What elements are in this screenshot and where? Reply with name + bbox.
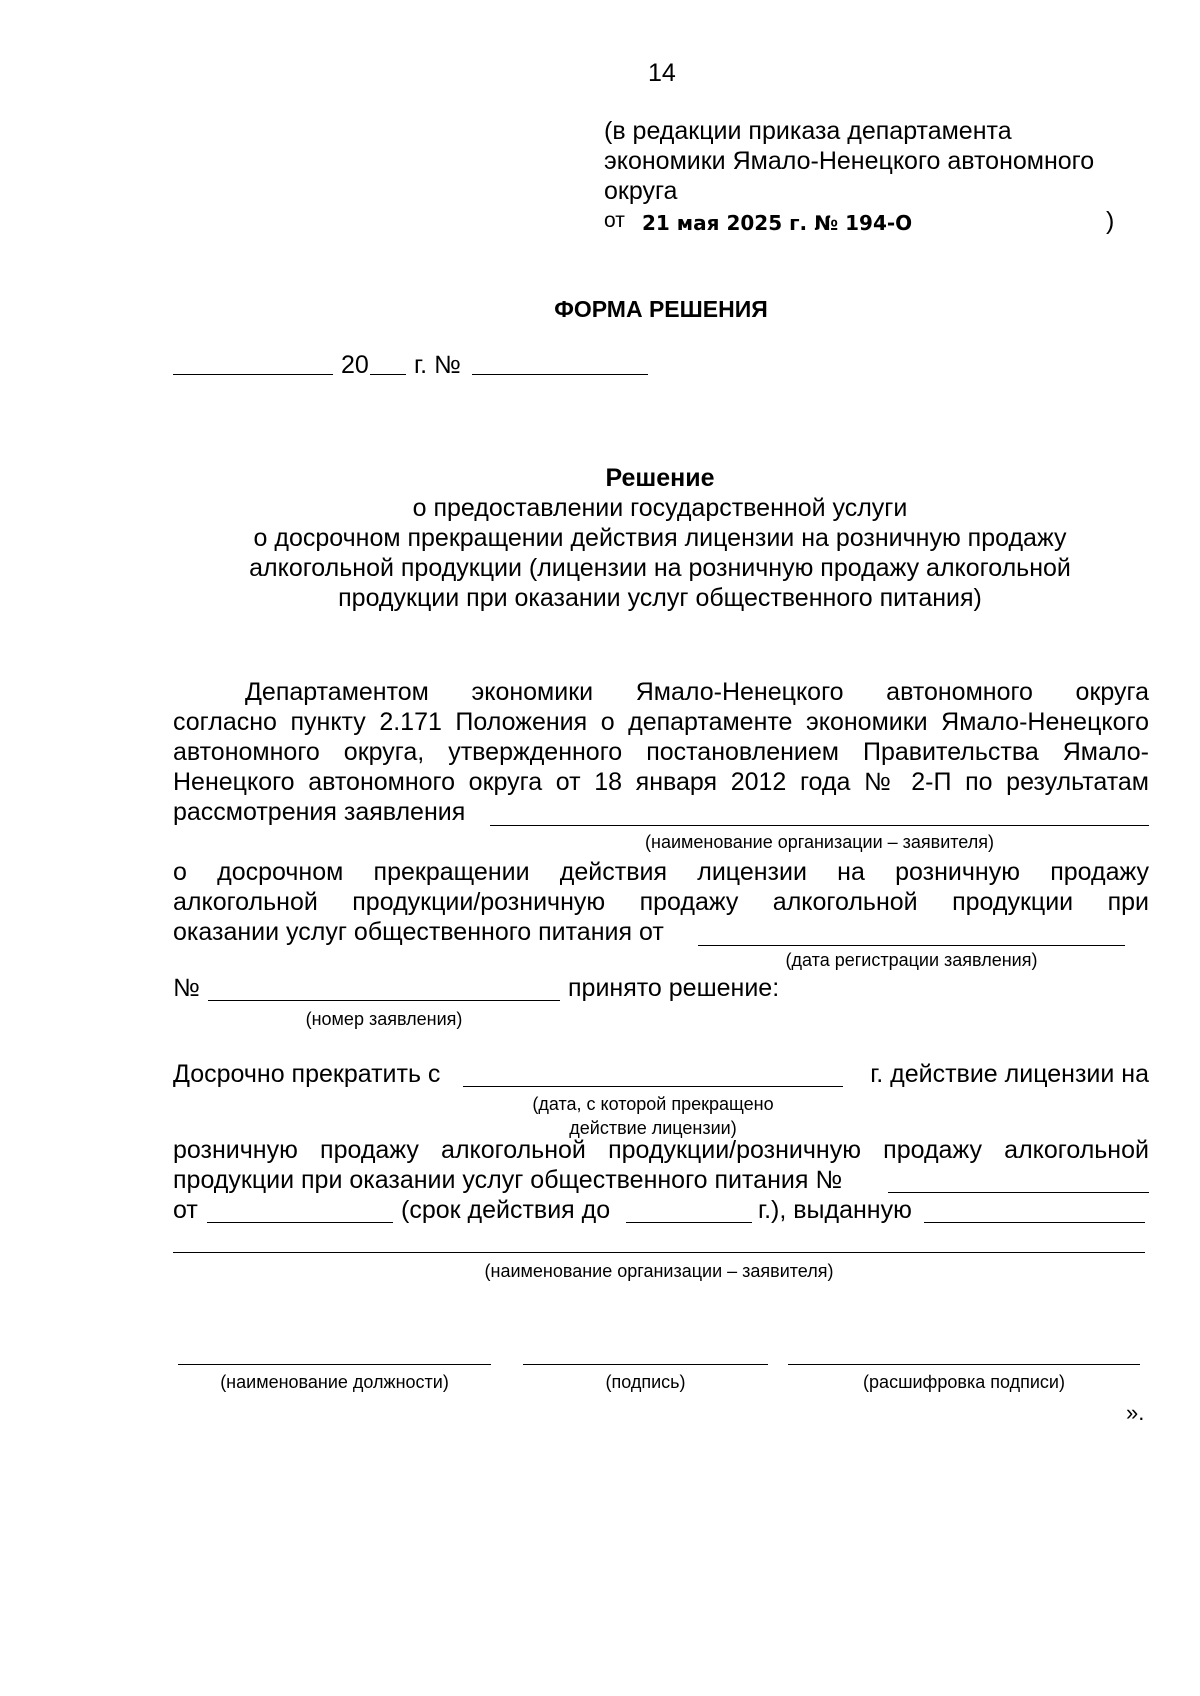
caption-applicant-org: (наименование организации – заявителя) [645, 832, 994, 852]
caption-application-number: (номер заявления) [305, 1009, 463, 1029]
closing-mark: ». [1126, 1400, 1145, 1425]
caption-termination-date-line: действие лицензии) [569, 1118, 737, 1138]
decision-title-line: алкогольной продукции (лицензии на розничную продажу алкогольной [249, 554, 1071, 582]
amendment-line: экономики Ямало-Ненецкого автономного [604, 147, 1095, 175]
application-number-prefix: № [173, 974, 200, 1002]
amendment-date-number: 21 мая 2025 г. № 194-О [642, 211, 913, 235]
date-number-prefix: г. № [414, 351, 461, 379]
para1-line: рассмотрения заявления [173, 798, 466, 826]
date-day-month-blank [173, 348, 333, 375]
caption-decoding: (расшифровка подписи) [863, 1372, 1065, 1392]
caption-signature: (подпись) [605, 1372, 686, 1392]
para3-line: розничную продажу алкогольной продукции/розничную продажу алкогольной [173, 1136, 1149, 1164]
date-year-blank [370, 348, 406, 375]
registration-date-blank [698, 917, 1125, 946]
para1-line: Ненецкого автономного округа от 18 января 2012 года № 2-П по результатам [173, 768, 1149, 796]
amendment-line: округа [604, 177, 678, 205]
license-number-blank [888, 1164, 1149, 1193]
decision-title-bold: Решение [605, 464, 715, 492]
license-issued-label: г.), выданную [758, 1196, 912, 1224]
license-date-blank [207, 1194, 393, 1223]
caption-termination-date [463, 1092, 843, 1140]
terminate-start: Досрочно прекратить с [173, 1060, 441, 1088]
license-from-prefix: от [173, 1196, 198, 1224]
caption-termination-date-line: (дата, с которой прекращено [532, 1094, 774, 1114]
terminate-end: г. действие лицензии на [870, 1060, 1149, 1088]
caption-registration-date: (дата регистрации заявления) [785, 950, 1038, 970]
para2-line: о досрочном прекращении действия лицензии на розничную продажу [173, 858, 1149, 886]
para1-line: автономного округа, утвержденного постановлением Правительства Ямало- [173, 738, 1149, 766]
decision-taken: принято решение: [568, 974, 780, 1002]
applicant-org-blank [490, 797, 1149, 826]
para2-line: алкогольной продукции/розничную продажу алкогольной продукции при [173, 888, 1149, 916]
para1-line: согласно пункту 2.171 Положения о департаменте экономики Ямало-Ненецкого [173, 708, 1149, 736]
amendment-line: (в редакции приказа департамента [604, 117, 1012, 145]
page-number: 14 [648, 59, 676, 87]
license-term-prefix: (срок действия до [401, 1196, 611, 1224]
decision-title-line: о досрочном прекращении действия лицензии на розничную продажу [253, 524, 1067, 552]
amendment-from-prefix: от [604, 209, 625, 232]
date-number-blank [472, 348, 648, 375]
amendment-date-row [604, 206, 1124, 236]
license-term-blank [626, 1194, 752, 1223]
license-holder-blank [173, 1224, 1145, 1253]
signature-decoding-blank [788, 1336, 1140, 1365]
para1-line: Департаментом экономики Ямало-Ненецкого автономного округа [245, 678, 1149, 706]
para2-line: оказании услуг общественного питания от [173, 918, 664, 946]
signature-position-blank [178, 1336, 491, 1365]
date-year-prefix: 20 [341, 351, 369, 379]
license-issuer-blank [924, 1194, 1145, 1223]
decision-title-line: продукции при оказании услуг общественного питания) [338, 584, 982, 612]
para3-line: продукции при оказании услуг общественного питания № [173, 1166, 843, 1194]
amendment-close-paren: ) [1106, 207, 1115, 235]
decision-title-line: о предоставлении государственной услуги [412, 494, 908, 522]
caption-license-holder: (наименование организации – заявителя) [484, 1261, 834, 1281]
amendment-note [604, 116, 1124, 236]
termination-date-blank [463, 1058, 843, 1087]
decision-title [150, 463, 1170, 613]
application-number-blank [208, 972, 560, 1001]
signature-blank [523, 1336, 768, 1365]
caption-position: (наименование должности) [220, 1372, 449, 1392]
form-title: ФОРМА РЕШЕНИЯ [554, 296, 768, 322]
